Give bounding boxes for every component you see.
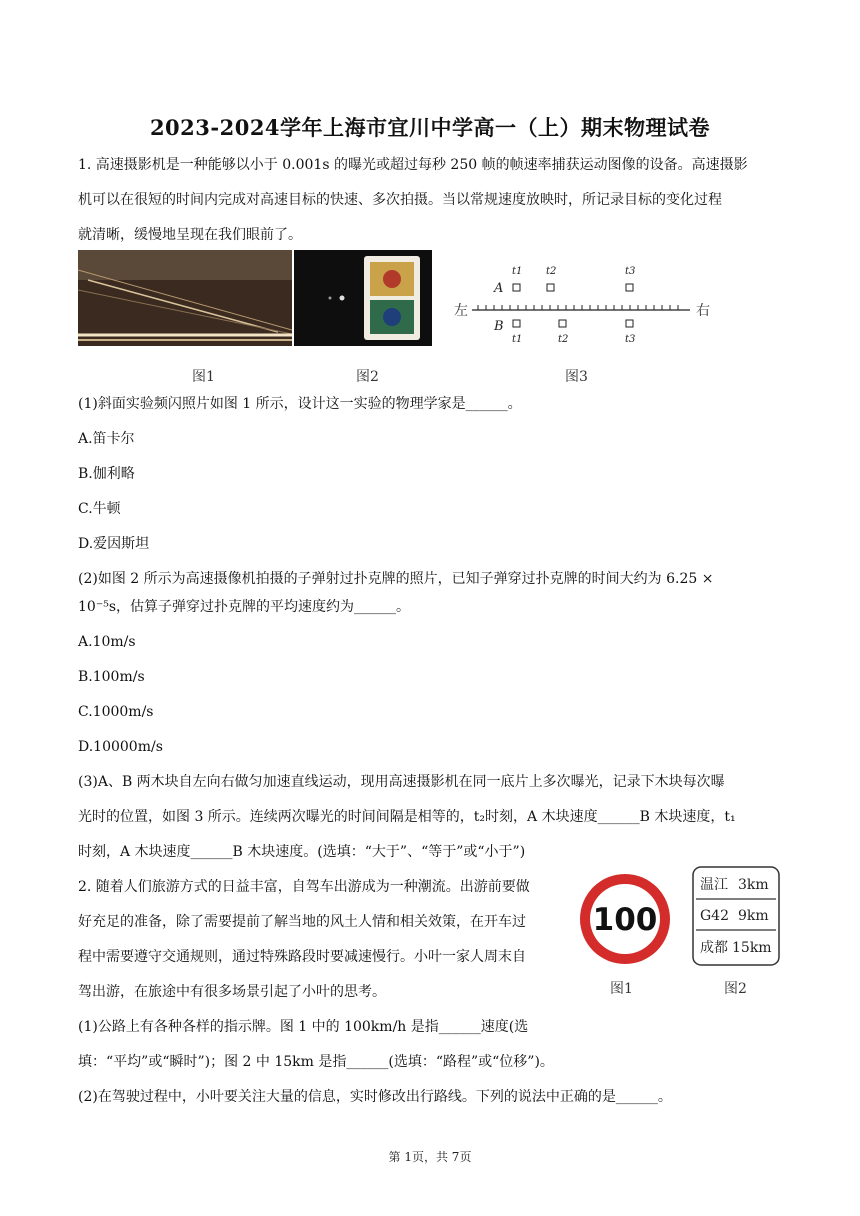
distance-row-3-value: 15km [732, 940, 772, 956]
q2-sub1-line-2: 填：“平均”或“瞬时”)；图 2 中 15km 是指______(选填：“路程”或“位移”)。 [78, 1054, 554, 1070]
q1-fig3-caption: 图3 [565, 369, 588, 385]
incline-strobe-photo [78, 250, 292, 346]
strobe-positions-diagram [450, 258, 720, 348]
q2-intro-line-1: 2. 随着人们旅游方式的日益丰富，自驾车出游成为一种潮流。出游前要做 [78, 879, 530, 895]
q1-sub3-stem-line-2: 光时的位置，如图 3 所示。连续两次曝光的时间间隔是相等的，t₂时刻，A 木块速度______B 木块速度，t₁ [78, 809, 736, 825]
q2-intro-line-4: 驾出游，在旅途中有很多场景引起了小叶的思考。 [78, 984, 386, 1000]
q1-intro-line-3: 就清晰，缓慢地呈现在我们眼前了。 [78, 227, 302, 243]
q2-intro-line-3: 程中需要遵守交通规则，通过特殊路段时要减速慢行。小叶一家人周末自 [78, 949, 526, 965]
q1-sub2-option-c: C.1000m/s [78, 704, 154, 720]
fig3-a-mark-t2 [547, 284, 554, 291]
q2-sub1-line-1: (1)公路上有各种各样的指示牌。图 1 中的 100km/h 是指______速度(选 [78, 1019, 529, 1035]
q1-intro-line-2: 机可以在很短的时间内完成对高速目标的快速、多次拍摄。当以常规速度放映时，所记录目标的变化过程 [78, 192, 722, 208]
bullet-card-photo [294, 250, 432, 346]
fig3-b-t3: t3 [625, 334, 636, 345]
q1-sub2-option-a: A.10m/s [78, 634, 136, 650]
q1-sub2-option-b: B.100m/s [78, 669, 145, 685]
fig3-row-b-label: B [494, 319, 504, 334]
fig3-right-label: 右 [696, 303, 710, 319]
q1-sub1-option-a: A.笛卡尔 [78, 431, 135, 447]
q1-sub2-stem-line-2: 10⁻⁵s，估算子弹穿过扑克牌的平均速度约为______。 [78, 599, 410, 615]
fig3-b-t2: t2 [558, 334, 569, 345]
fig3-a-mark-t3 [626, 284, 633, 291]
q2-fig2-caption: 图2 [724, 981, 747, 997]
fig3-b-t1: t1 [512, 334, 523, 345]
speed-limit-value: 100 [592, 902, 658, 938]
fig3-left-label: 左 [454, 303, 468, 319]
q1-fig1-caption: 图1 [192, 369, 215, 385]
distance-row-2-city: G42 [700, 908, 729, 924]
q1-fig2-caption: 图2 [356, 369, 379, 385]
q1-sub3-stem-line-1: (3)A、B 两木块自左向右做匀加速直线运动，现用高速摄影机在同一底片上多次曝光，记录下木块每次曝 [78, 774, 725, 790]
q2-sub2-stem: (2)在驾驶过程中，小叶要关注大量的信息，实时修改出行路线。下列的说法中正确的是______。 [78, 1089, 672, 1105]
q1-sub1-stem: (1)斜面实验频闪照片如图 1 所示，设计这一实验的物理学家是______。 [78, 396, 522, 412]
q1-sub2-option-d: D.10000m/s [78, 739, 163, 755]
distance-sign-board [692, 866, 780, 966]
speed-limit-sign [578, 872, 672, 966]
distance-row-2-value: 9km [738, 908, 769, 924]
fig3-b-mark-t3 [626, 320, 633, 327]
q1-intro-line-1: 1. 高速摄影机是一种能够以小于 0.001s 的曝光或超过每秒 250 帧的帧速率捕获运动图像的设备。高速摄影 [78, 157, 748, 173]
page-title: 2023-2024学年上海市宜川中学高一（上）期末物理试卷 [149, 115, 711, 140]
fig3-a-t2: t2 [546, 266, 557, 277]
q1-sub1-option-b: B.伽利略 [78, 466, 135, 482]
fig3-b-mark-t2 [559, 320, 566, 327]
fig3-a-mark-t1 [513, 284, 520, 291]
fig3-b-mark-t1 [513, 320, 520, 327]
q2-fig1-caption: 图1 [610, 981, 633, 997]
distance-row-1-value: 3km [738, 877, 769, 893]
fig3-a-t1: t1 [512, 266, 523, 277]
q1-sub1-option-c: C.牛顿 [78, 501, 121, 517]
fig3-a-t3: t3 [625, 266, 636, 277]
q1-sub3-stem-line-3: 时刻，A 木块速度______B 木块速度。(选填：“大于”、“等于”或“小于”) [78, 844, 526, 860]
distance-row-3-city: 成都 [700, 940, 728, 956]
page-footer: 第 1页，共 7页 [388, 1150, 472, 1164]
fig3-row-a-label: A [494, 281, 504, 296]
q1-sub1-option-d: D.爱因斯坦 [78, 536, 150, 552]
distance-row-1-city: 温江 [700, 877, 728, 893]
q2-intro-line-2: 好充足的准备，除了需要提前了解当地的风土人情和相关效策，在开车过 [78, 914, 526, 930]
q1-sub2-stem-line-1: (2)如图 2 所示为高速摄像机拍摄的子弹射过扑克牌的照片，已知子弹穿过扑克牌的时间大约为 6.25 × [78, 571, 714, 587]
